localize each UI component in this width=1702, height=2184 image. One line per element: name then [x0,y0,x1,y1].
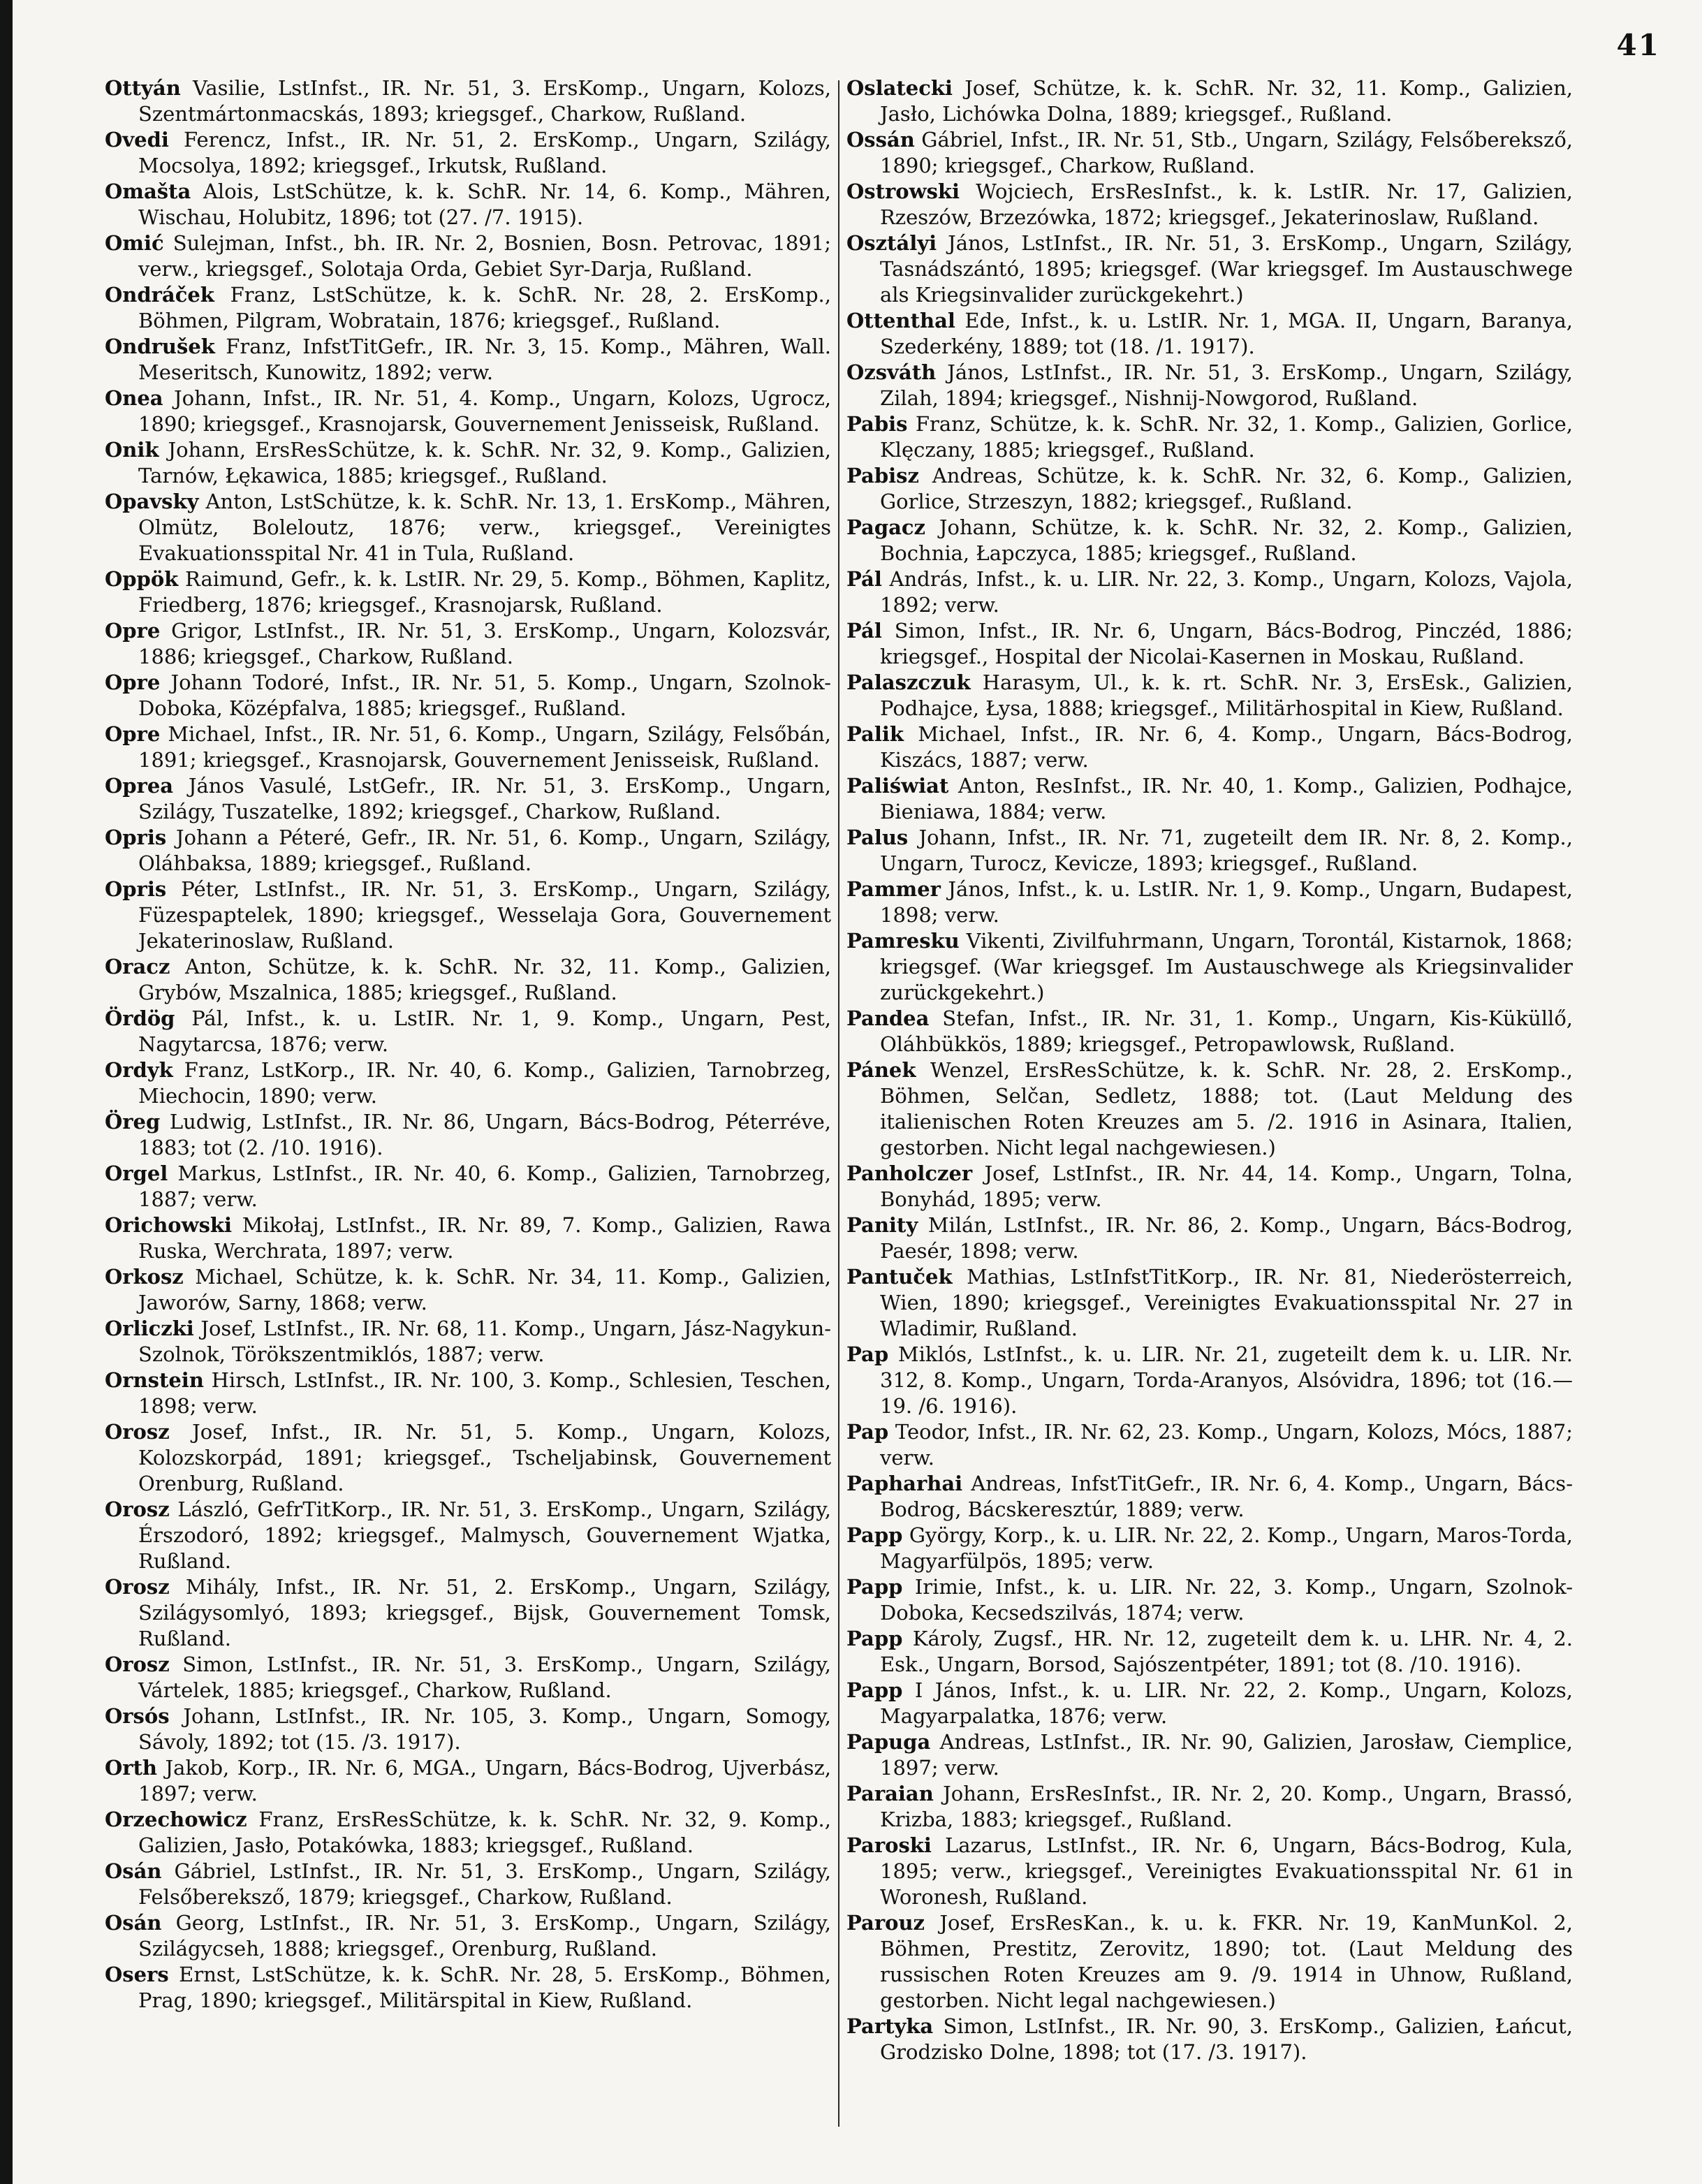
entry-surname: Partyka [846,2014,934,2038]
entry-details: Michael, Infst., IR. Nr. 51, 6. Komp., Ungarn, Szilágy, Felsőbán, 1891; kriegsgef., Krasnojarsk, Gouvernement Jenisseisk, Rußland. [138,722,831,772]
register-entry [105,1419,831,1497]
entry-surname: Orkosz [105,1265,184,1289]
register-entry [105,230,831,282]
register-entry [846,463,1573,515]
entry-surname: Papuga [846,1730,931,1754]
register-entry [846,1678,1573,1729]
register-entry [846,1523,1573,1574]
register-entry [846,1471,1573,1523]
entry-details: Georg, LstInfst., IR. Nr. 51, 3. ErsKomp., Ungarn, Szilágy, Szilágycseh, 1888; kriegsgef., Orenburg, Rußland. [138,1911,831,1961]
entry-surname: Opavsky [105,490,199,513]
register-entry [105,1006,831,1057]
register-entry [846,825,1573,877]
entry-details: Péter, LstInfst., IR. Nr. 51, 3. ErsKomp., Ungarn, Szilágy, Füzespaptelek, 1890; kriegsgef., Wesselaja Gora, Gouvernement Jekaterinoslaw, Rußland. [138,877,831,953]
register-entry [105,1368,831,1419]
entry-surname: Paraian [846,1782,934,1805]
entry-details: Raimund, Gefr., k. k. LstIR. Nr. 29, 5. Komp., Böhmen, Kaplitz, Friedberg, 1876; kriegsgef., Krasnojarsk, Rußland. [138,567,831,617]
entry-details: György, Korp., k. u. LIR. Nr. 22, 2. Komp., Ungarn, Maros-Torda, Magyarfülpös, 1895; verw. [880,1523,1573,1573]
entry-surname: Osztályi [846,231,937,255]
entry-details: Johann a Péteré, Gefr., IR. Nr. 51, 6. Komp., Ungarn, Szilágy, Oláhbaksa, 1889; kriegsgef., Rußland. [138,826,831,875]
register-entry [105,1057,831,1109]
register-entry [846,411,1573,463]
register-entry [846,127,1573,179]
register-entry [846,515,1573,566]
entry-details: Mihály, Infst., IR. Nr. 51, 2. ErsKomp., Ungarn, Szilágy, Szilágysomlyó, 1893; kriegsgef., Bijsk, Gouvernement Tomsk, Rußland. [138,1575,831,1650]
entry-surname: Palik [846,722,904,746]
register-entry [846,1626,1573,1678]
register-entry [105,1755,831,1807]
entry-details: Johann, LstInfst., IR. Nr. 105, 3. Komp., Ungarn, Somogy, Sávoly, 1892; tot (15. /3. 1917). [138,1704,831,1754]
entry-surname: Orichowski [105,1213,233,1237]
entry-details: Stefan, Infst., IR. Nr. 31, 1. Komp., Ungarn, Kis-Küküllő, Oláhbükkös, 1889; kriegsgef., Petropawlowsk, Rußland. [880,1006,1573,1056]
register-entry [105,877,831,954]
entry-details: Andreas, InfstTitGefr., IR. Nr. 6, 4. Komp., Ungarn, Bács-Bodrog, Bácskeresztúr, 1889; verw. [880,1472,1573,1521]
entry-surname: Onik [105,438,159,462]
register-entry [846,230,1573,308]
register-entry [105,282,831,334]
entry-details: Simon, LstInfst., IR. Nr. 51, 3. ErsKomp., Ungarn, Szilágy, Vártelek, 1885; kriegsgef., Charkow, Rußland. [138,1652,831,1702]
entry-details: Johann, ErsResSchütze, k. k. SchR. Nr. 32, 9. Komp., Galizien, Tarnów, Łękawica, 1885; kriegsgef., Rußland. [138,438,831,488]
entry-surname: Opre [105,722,161,746]
entry-surname: Pap [846,1342,889,1366]
entry-surname: Orsós [105,1704,170,1728]
entry-details: Mikołaj, LstInfst., IR. Nr. 89, 7. Komp., Galizien, Rawa Ruska, Werchrata, 1897; verw. [138,1213,831,1263]
entry-surname: Ostrowski [846,179,960,203]
entry-surname: Osán [105,1911,162,1935]
entry-details: Károly, Zugsf., HR. Nr. 12, zugeteilt dem k. u. LHR. Nr. 4, 2. Esk., Ungarn, Borsod, Sajószentpéter, 1891; tot (8. /10. 1916). [880,1627,1573,1676]
register-entry [105,1497,831,1574]
entry-surname: Pandea [846,1006,930,1030]
entry-details: Anton, ResInfst., IR. Nr. 40, 1. Komp., Galizien, Podhajce, Bieniawa, 1884; verw. [880,774,1573,823]
entry-surname: Orosz [105,1420,170,1444]
register-entry [846,1264,1573,1342]
entry-details: Mathias, LstInfstTitKorp., IR. Nr. 81, Niederösterreich, Wien, 1890; kriegsgef., Vereinigtes Evakuationsspital Nr. 27 in Wladimir, Rußland. [880,1265,1573,1340]
entry-surname: Pammer [846,877,941,901]
entry-surname: Pantuček [846,1265,953,1289]
entry-details: Milán, LstInfst., IR. Nr. 86, 2. Komp., Ungarn, Bács-Bodrog, Paesér, 1898; verw. [880,1213,1573,1263]
entry-details: Harasym, Ul., k. k. rt. SchR. Nr. 3, ErsEsk., Galizien, Podhajce, Łysa, 1888; kriegsgef., Militärhospital in Kiew, Rußland. [880,670,1573,720]
entry-surname: Öreg [105,1110,161,1134]
entry-surname: Papharhai [846,1472,963,1495]
entry-surname: Paroski [846,1833,932,1857]
register-entry [105,1652,831,1703]
entry-details: Josef, Schütze, k. k. SchR. Nr. 32, 11. Komp., Galizien, Jasło, Lichówka Dolna, 1889; kriegsgef., Rußland. [880,76,1573,126]
entry-surname: Pabisz [846,464,919,488]
entry-surname: Ondráček [105,283,214,307]
entry-surname: Palaszczuk [846,670,971,694]
entry-surname: Oppök [105,567,179,591]
entry-details: Johann Todoré, Infst., IR. Nr. 51, 5. Komp., Ungarn, Szolnok-Doboka, Középfalva, 1885; kriegsgef., Rußland. [138,670,831,720]
register-entry [105,1109,831,1161]
register-entry [846,928,1573,1006]
entry-details: Franz, ErsResSchütze, k. k. SchR. Nr. 32, 9. Komp., Galizien, Jasło, Potakówka, 1883; kriegsgef., Rußland. [138,1808,831,1857]
entry-surname: Orosz [105,1652,170,1676]
entry-surname: Panity [846,1213,918,1237]
entry-surname: Palus [846,826,909,849]
register-entry [846,1419,1573,1471]
register-entry [105,334,831,386]
register-entry [105,1859,831,1910]
entry-details: Pál, Infst., k. u. LstIR. Nr. 1, 9. Komp., Ungarn, Pest, Nagytarcsa, 1876; verw. [138,1006,831,1056]
entry-surname: Pál [846,619,882,643]
entry-details: Lazarus, LstInfst., IR. Nr. 6, Ungarn, Bács-Bodrog, Kula, 1895; verw., kriegsgef., Vereinigtes Evakuationsspital Nr. 61 in Woronesh, Rußland. [880,1833,1573,1909]
register-entry [846,877,1573,928]
entry-surname: Oslatecki [846,76,953,100]
register-entry [846,618,1573,670]
entry-surname: Papp [846,1627,903,1650]
entry-surname: Opre [105,619,161,643]
entry-details: János, Infst., k. u. LstIR. Nr. 1, 9. Komp., Ungarn, Budapest, 1898; verw. [880,877,1573,927]
register-entry [105,1316,831,1368]
register-entry [846,566,1573,618]
register-entry [105,1161,831,1212]
register-entry [105,1910,831,1962]
entry-details: Grigor, LstInfst., IR. Nr. 51, 3. ErsKomp., Ungarn, Kolozsvár, 1886; kriegsgef., Charkow, Rußland. [138,619,831,668]
scan-edge [0,0,13,2184]
entry-surname: Pánek [846,1058,916,1082]
entry-details: Franz, LstKorp., IR. Nr. 40, 6. Komp., Galizien, Tarnobrzeg, Miechocin, 1890; verw. [138,1058,831,1108]
entry-details: Wojciech, ErsResInfst., k. k. LstIR. Nr. 17, Galizien, Rzeszów, Brzezówka, 1872; kriegsgef., Jekaterinoslaw, Rußland. [880,179,1573,229]
entry-details: Anton, Schütze, k. k. SchR. Nr. 32, 11. Komp., Galizien, Grybów, Mszalnica, 1885; kriegsgef., Rußland. [138,955,831,1004]
entry-surname: Osán [105,1859,162,1883]
entry-surname: Omašta [105,179,191,203]
entry-surname: Opris [105,826,167,849]
entry-details: Hirsch, LstInfst., IR. Nr. 100, 3. Komp., Schlesien, Teschen, 1898; verw. [138,1368,831,1418]
entry-surname: Ornstein [105,1368,204,1392]
register-entry [105,670,831,721]
entry-surname: Ossán [846,128,915,152]
entry-details: Anton, LstSchütze, k. k. SchR. Nr. 13, 1. ErsKomp., Mähren, Olmütz, Boleloutz, 1876; verw., kriegsgef., Vereinigtes Evakuationsspital Nr. 41 in Tula, Rußland. [138,490,831,565]
entry-surname: Papp [846,1678,903,1702]
register-entry [105,1212,831,1264]
entry-details: Ferencz, Infst., IR. Nr. 51, 2. ErsKomp., Ungarn, Szilágy, Mocsolya, 1892; kriegsgef., Irkutsk, Rußland. [138,128,831,177]
entry-details: Josef, ErsResKan., k. u. k. FKR. Nr. 19, KanMunKol. 2, Böhmen, Prestitz, Zerovitz, 1890; tot. (Laut Meldung des russischen Roten Kreuzes am 9. /9. 1914 in Uhnow, Rußland, gestorben. Nicht legal nachgewiesen.) [880,1911,1573,2012]
entry-details: Michael, Schütze, k. k. SchR. Nr. 34, 11. Komp., Galizien, Jaworów, Sarny, 1868; verw. [138,1265,831,1314]
register-entry [846,308,1573,360]
register-entry [846,1342,1573,1419]
entry-details: Ludwig, LstInfst., IR. Nr. 86, Ungarn, Bács-Bodrog, Péterréve, 1883; tot (2. /10. 1916). [138,1110,831,1159]
entry-surname: Parouz [846,1911,925,1935]
entry-details: Wenzel, ErsResSchütze, k. k. SchR. Nr. 28, 2. ErsKomp., Böhmen, Selčan, Sedletz, 1888; tot. (Laut Meldung des italienischen Roten Kreuzes am 5. /2. 1916 in Asinara, Italien, gestorben. Nicht legal nachgewiesen.) [880,1058,1573,1159]
register-entry [846,1729,1573,1781]
register-entry [846,1212,1573,1264]
entry-surname: Orliczki [105,1317,194,1340]
register-entry [105,773,831,825]
entry-surname: Orzechowicz [105,1808,247,1831]
entry-surname: Panholczer [846,1161,973,1185]
entry-surname: Osers [105,1963,169,1986]
entry-surname: Oracz [105,955,170,979]
register-entry [105,1962,831,2014]
entry-details: Andreas, Schütze, k. k. SchR. Nr. 32, 6. Komp., Galizien, Gorlice, Strzeszyn, 1882; kriegsgef., Rußland. [880,464,1573,513]
entry-details: András, Infst., k. u. LIR. Nr. 22, 3. Komp., Ungarn, Kolozs, Vajola, 1892; verw. [880,567,1573,617]
entry-details: Michael, Infst., IR. Nr. 6, 4. Komp., Ungarn, Bács-Bodrog, Kiszács, 1887; verw. [880,722,1573,772]
register-entry [105,386,831,437]
entry-surname: Ozsváth [846,360,937,384]
register-entry [846,1781,1573,1833]
register-entry [105,1703,831,1755]
register-entry [105,1574,831,1652]
register-entry [105,75,831,127]
entry-surname: Ottenthal [846,309,955,332]
entry-surname: Ordyk [105,1058,173,1082]
entry-details: Simon, Infst., IR. Nr. 6, Ungarn, Bács-Bodrog, Pinczéd, 1886; kriegsgef., Hospital der Nicolai-Kasernen in Moskau, Rußland. [880,619,1573,668]
entry-details: Johann, ErsResInfst., IR. Nr. 2, 20. Komp., Ungarn, Brassó, Krizba, 1883; kriegsgef., Rußland. [880,1782,1573,1831]
entry-surname: Opre [105,670,161,694]
entry-details: Franz, Schütze, k. k. SchR. Nr. 32, 1. Komp., Galizien, Gorlice, Klęczany, 1885; kriegsgef., Rußland. [880,412,1573,462]
entry-surname: Paliświat [846,774,949,798]
entry-details: Gábriel, LstInfst., IR. Nr. 51, 3. ErsKomp., Ungarn, Szilágy, Felsőbereksző, 1879; kriegsgef., Charkow, Rußland. [138,1859,831,1909]
entry-surname: Onea [105,386,163,410]
register-entry [846,75,1573,127]
register-entry [105,721,831,773]
entry-surname: Ördög [105,1006,175,1030]
entry-details: Sulejman, Infst., bh. IR. Nr. 2, Bosnien, Bosn. Petrovac, 1891; verw., kriegsgef., Solotaja Orda, Gebiet Syr-Darja, Rußland. [138,231,831,281]
register-entry [105,618,831,670]
register-entry [846,1057,1573,1161]
entry-details: Franz, LstSchütze, k. k. SchR. Nr. 28, 2. ErsKomp., Böhmen, Pilgram, Wobratain, 1876; kriegsgef., Rußland. [138,283,831,332]
entry-surname: Ondrušek [105,335,215,358]
entry-surname: Orosz [105,1497,170,1521]
entry-details: János Vasulé, LstGefr., IR. Nr. 51, 3. ErsKomp., Ungarn, Szilágy, Tuszatelke, 1892; kriegsgef., Charkow, Rußland. [138,774,831,823]
register-entry [105,954,831,1006]
entry-surname: Papp [846,1575,903,1599]
entry-details: Josef, LstInfst., IR. Nr. 44, 14. Komp., Ungarn, Tolna, Bonyhád, 1895; verw. [880,1161,1573,1211]
register-entry [846,721,1573,773]
page-number: 41 [1616,28,1660,62]
entry-surname: Ottyán [105,76,181,100]
register-entry [846,179,1573,230]
entry-details: Teodor, Infst., IR. Nr. 62, 23. Komp., Ungarn, Kolozs, Mócs, 1887; verw. [880,1420,1573,1470]
entry-details: János, LstInfst., IR. Nr. 51, 3. ErsKomp., Ungarn, Szilágy, Zilah, 1894; kriegsgef., Nishnij-Nowgorod, Rußland. [880,360,1573,410]
entry-details: Johann, Infst., IR. Nr. 71, zugeteilt dem IR. Nr. 8, 2. Komp., Ungarn, Turocz, Kevicze, 1893; kriegsgef., Rußland. [880,826,1573,875]
entry-details: Johann, Infst., IR. Nr. 51, 4. Komp., Ungarn, Kolozs, Ugrocz, 1890; kriegsgef., Krasnojarsk, Gouvernement Jenisseisk, Rußland. [138,386,831,436]
entry-surname: Pabis [846,412,908,436]
register-entry [105,489,831,566]
entry-surname: Orgel [105,1161,168,1185]
entry-details: Miklós, LstInfst., k. u. LIR. Nr. 21, zugeteilt dem k. u. LIR. Nr. 312, 8. Komp., Ungarn, Torda-Aranyos, Alsóvidra, 1896; tot (16.—19. /6. 1916). [880,1342,1573,1418]
entry-surname: Ovedi [105,128,169,152]
register-entry [846,773,1573,825]
entry-details: Jakob, Korp., IR. Nr. 6, MGA., Ungarn, Bács-Bodrog, Ujverbász, 1897; verw. [138,1756,831,1805]
entry-details: László, GefrTitKorp., IR. Nr. 51, 3. ErsKomp., Ungarn, Szilágy, Érszodoró, 1892; kriegsgef., Malmysch, Gouvernement Wjatka, Rußland. [138,1497,831,1573]
entry-surname: Pamresku [846,929,960,953]
register-entry [105,179,831,230]
entry-surname: Omić [105,231,164,255]
entry-details: János, LstInfst., IR. Nr. 51, 3. ErsKomp., Ungarn, Szilágy, Tasnádszántó, 1895; kriegsgef. (War kriegsgef. Im Austauschwege als Kriegsinvalider zurückgekehrt.) [880,231,1573,307]
entry-details: Franz, InfstTitGefr., IR. Nr. 3, 15. Komp., Mähren, Wall. Meseritsch, Kunowitz, 1892; verw. [138,335,831,384]
register-entry [105,1264,831,1316]
register-entry [105,437,831,489]
entry-surname: Pagacz [846,515,926,539]
right-column [846,75,1573,2065]
entry-details: Alois, LstSchütze, k. k. SchR. Nr. 14, 6. Komp., Mähren, Wischau, Holubitz, 1896; tot (27. /7. 1915). [138,179,831,229]
column-divider [838,80,839,2127]
register-entry [846,1161,1573,1212]
register-entry [846,1574,1573,1626]
entry-details: Vasilie, LstInfst., IR. Nr. 51, 3. ErsKomp., Ungarn, Kolozs, Szentmártonmacskás, 1893; kriegsgef., Charkow, Rußland. [138,76,831,126]
entry-surname: Oprea [105,774,174,798]
entry-surname: Pap [846,1420,889,1444]
entry-details: Vikenti, Zivilfuhrmann, Ungarn, Torontál, Kistarnok, 1868; kriegsgef. (War kriegsgef. Im Austauschwege als Kriegsinvalider zurückgekehrt.) [880,929,1573,1004]
register-entry [105,1807,831,1859]
register-entry [846,670,1573,721]
entry-details: Markus, LstInfst., IR. Nr. 40, 6. Komp., Galizien, Tarnobrzeg, 1887; verw. [138,1161,831,1211]
entry-surname: Opris [105,877,167,901]
left-column [105,75,831,2014]
entry-details: Josef, LstInfst., IR. Nr. 68, 11. Komp., Ungarn, Jász-Nagykun-Szolnok, Törökszentmiklós, 1887; verw. [138,1317,831,1366]
entry-details: Andreas, LstInfst., IR. Nr. 90, Galizien, Jarosław, Ciemplice, 1897; verw. [880,1730,1573,1780]
entry-details: I János, Infst., k. u. LIR. Nr. 22, 2. Komp., Ungarn, Kolozs, Magyarpalatka, 1876; verw. [880,1678,1573,1728]
register-entry [846,2014,1573,2065]
register-entry [846,1910,1573,2014]
entry-details: Ede, Infst., k. u. LstIR. Nr. 1, MGA. II, Ungarn, Baranya, Szederkény, 1889; tot (18. /1. 1917). [880,309,1573,358]
register-entry [105,566,831,618]
entry-details: Gábriel, Infst., IR. Nr. 51, Stb., Ungarn, Szilágy, Felsőbereksző, 1890; kriegsgef., Charkow, Rußland. [880,128,1573,177]
entry-details: Johann, Schütze, k. k. SchR. Nr. 32, 2. Komp., Galizien, Bochnia, Łapczyca, 1885; kriegsgef., Rußland. [880,515,1573,565]
register-entry [105,127,831,179]
entry-details: Josef, Infst., IR. Nr. 51, 5. Komp., Ungarn, Kolozs, Kolozskorpád, 1891; kriegsgef., Tscheljabinsk, Gouvernement Orenburg, Rußland. [138,1420,831,1495]
entry-surname: Papp [846,1523,903,1547]
entry-surname: Orosz [105,1575,170,1599]
entry-details: Irimie, Infst., k. u. LIR. Nr. 22, 3. Komp., Ungarn, Szolnok-Doboka, Kecsedszilvás, 1874; verw. [880,1575,1573,1625]
entry-details: Ernst, LstSchütze, k. k. SchR. Nr. 28, 5. ErsKomp., Böhmen, Prag, 1890; kriegsgef., Militärspital in Kiew, Rußland. [138,1963,831,2012]
entry-surname: Pál [846,567,882,591]
register-entry [846,360,1573,411]
register-entry [846,1006,1573,1057]
register-entry [846,1833,1573,1910]
register-entry [105,825,831,877]
entry-details: Simon, LstInfst., IR. Nr. 90, 3. ErsKomp., Galizien, Łańcut, Grodzisko Dolne, 1898; tot (17. /3. 1917). [880,2014,1573,2064]
entry-surname: Orth [105,1756,158,1780]
